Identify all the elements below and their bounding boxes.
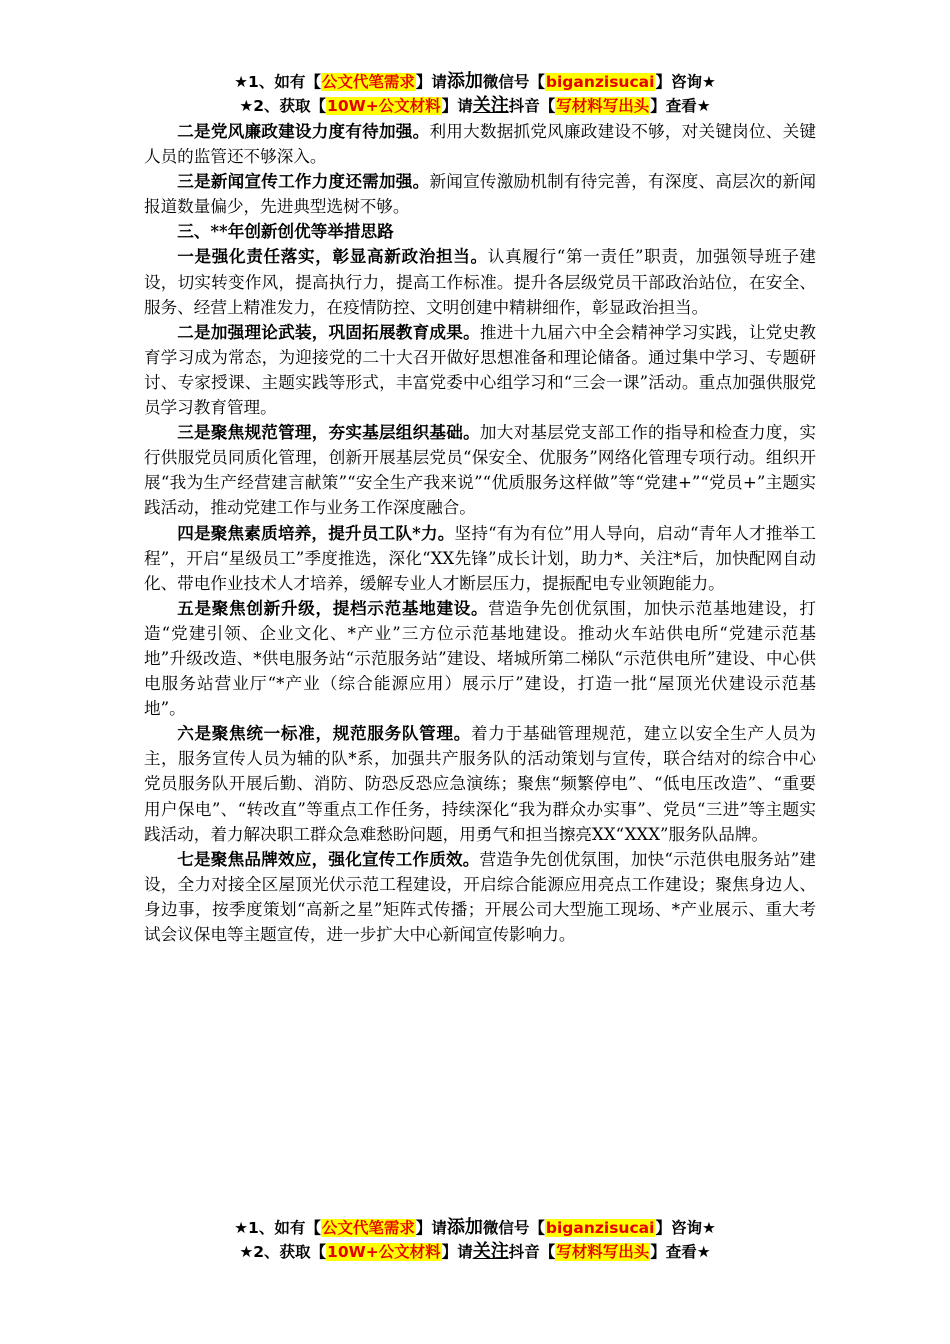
paragraph (144, 521, 816, 596)
banner-text: 】咨询★ (655, 73, 716, 91)
paragraph-text: 认真履行“第一责任”职责，加强领导班子建设，切实转变作风，提高执行力，提高工作标准。提升各层级党员干部政治站位，在安全、服务、经营上精准发力，在疫情防控、文明创建中精耕细作，彰显政治担当。 (144, 247, 816, 317)
banner-emphasis: 关注 (472, 95, 509, 116)
banner-highlight: 10W+公文材料 (327, 1243, 441, 1261)
paragraph-lead: 一是强化责任落实，彰显高新政治担当。 (177, 246, 488, 267)
banner-text: ★1、如有【 (234, 1219, 321, 1237)
paragraph (144, 721, 816, 846)
banner-highlight: 写材料写出头 (556, 1243, 650, 1261)
banner-highlight: 公文代笔需求 (321, 73, 415, 91)
banner-emphasis: 添加 (446, 71, 483, 92)
section-heading-text: 三、**年创新创优等举措思路 (177, 221, 394, 242)
banner-emphasis: 关注 (472, 1241, 509, 1262)
banner-text: 】请 (441, 97, 473, 115)
banner-text: 】查看★ (650, 1243, 711, 1261)
banner-text: ★2、获取【 (239, 1243, 327, 1261)
banner-text: 微信号【 (482, 73, 545, 91)
banner-highlight: biganzisucai (545, 1219, 655, 1237)
banner-highlight: biganzisucai (545, 73, 655, 91)
paragraph-text: 营造争先创优氛围，加快“示范供电服务站”建设，全力对接全区屋顶光伏示范工程建设，开启综合能源应用亮点工作建设；聚焦身边人、身边事，按季度策划“高新之星”矩阵式传播；开展公司大型施工现场、*产业展示、重大考试会议保电等主题宣传，进一步扩大中心新闻宣传影响力。 (144, 849, 817, 944)
paragraph-lead: 二是党风廉政建设力度有待加强。 (177, 121, 430, 141)
banner-text: 】请 (415, 1219, 447, 1237)
section-heading (144, 219, 816, 244)
banner-emphasis: 添加 (446, 1217, 483, 1238)
document-body (144, 119, 816, 947)
paragraph (144, 119, 816, 169)
banner-line-1 (0, 70, 950, 94)
paragraph-lead: 三是新闻宣传工作力度还需加强。 (177, 171, 430, 192)
banner-highlight: 公文代笔需求 (321, 1219, 415, 1237)
paragraph (144, 244, 816, 319)
paragraph (144, 596, 816, 721)
paragraph (144, 847, 816, 947)
top-banner (0, 70, 950, 118)
banner-line-2 (0, 1240, 950, 1264)
paragraph-text: 利用大数据抓党风廉政建设不够，对关键岗位、关键人员的监管还不够深入。 (144, 122, 816, 167)
bottom-banner (0, 1216, 950, 1264)
banner-line-1 (0, 1216, 950, 1240)
paragraph (144, 420, 816, 520)
paragraph-text: 推进十九届六中全会精神学习实践，让党史教育学习成为常态，为迎接党的二十大召开做好思想准备和理论储备。通过集中学习、专题研讨、专家授课、主题实践等形式，丰富党委中心组学习和“三会一课”活动。重点加强供服党员学习教育管理。 (144, 322, 817, 418)
paragraph-text: 着力于基础管理规范，建立以安全生产人员为主，服务宣传人员为辅的队*系，加强共产服务队的活动策划与宣传，联合结对的综合中心党员服务队开展后勤、消防、防恐反恐应急演练；聚焦“频繁停电”、“低电压改造”、“重要用户保电”、“转改直”等重点工作任务，持续深化“我为群众办实事”、党员“三进”等主题实践活动，着力解决职工群众急难愁盼问题，用勇气和担当擦亮XX“XXX”服务队品牌。 (144, 724, 817, 844)
banner-text: 微信号【 (482, 1219, 545, 1237)
banner-text: 】请 (441, 1243, 473, 1261)
paragraph-lead: 六是聚焦统一标准，规范服务队管理。 (177, 723, 472, 744)
paragraph-lead: 三是聚焦规范管理，夯实基层组织基础。 (177, 422, 480, 443)
paragraph-lead: 四是聚焦素质培养，提升员工队*力。 (177, 522, 455, 543)
paragraph (144, 169, 816, 219)
paragraph-lead: 二是加强理论武装，巩固拓展教育成果。 (177, 321, 480, 342)
banner-text: 】咨询★ (655, 1219, 716, 1237)
banner-text: 】查看★ (650, 97, 711, 115)
banner-line-2 (0, 94, 950, 118)
banner-text: 抖音【 (508, 1243, 556, 1261)
paragraph (144, 320, 816, 420)
banner-text: ★1、如有【 (234, 73, 321, 91)
paragraph-lead: 七是聚焦品牌效应，强化宣传工作质效。 (177, 848, 480, 869)
banner-text: 】请 (415, 73, 447, 91)
paragraph-text: 营造争先创优氛围，加快示范基地建设，打造“党建引领、企业文化、*产业”三方位示范基地建设。推动火车站供电所“党建示范基地”升级改造、*供电服务站“示范服务站”建设、堵城所第二梯队“示范供电所”建设、中心供电服务站营业厅“*产业（综合能源应用）展示厅”建设，打造一批“屋顶光伏建设示范基地”。 (144, 598, 816, 719)
banner-highlight: 写材料写出头 (556, 97, 650, 115)
banner-highlight: 10W+公文材料 (327, 97, 441, 115)
paragraph-lead: 五是聚焦创新升级，提档示范基地建设。 (177, 597, 489, 618)
banner-text: ★2、获取【 (239, 97, 327, 115)
paragraph-text: 加大对基层党支部工作的指导和检查力度，实行供服党员同质化管理，创新开展基层党员“保安全、优服务”网络化管理专项行动。组织开展“我为生产经营建言献策”“安全生产我来说”“优质服务这样做”等“党建+”“党员+”主题实践活动，推动党建工作与业务工作深度融合。 (144, 423, 817, 518)
banner-text: 抖音【 (508, 97, 556, 115)
paragraph-text: 新闻宣传激励机制有待完善，有深度、高层次的新闻报道数量偏少，先进典型选树不够。 (144, 172, 816, 217)
paragraph-text: 坚持“有为有位”用人导向，启动“青年人才推举工程”，开启“星级员工”季度推选，深化“XX先锋”成长计划，助力*、关注*后，加快配网自动化、带电作业技术人才培养，缓解专业人才断层压力，提振配电专业领跑能力。 (144, 523, 816, 593)
